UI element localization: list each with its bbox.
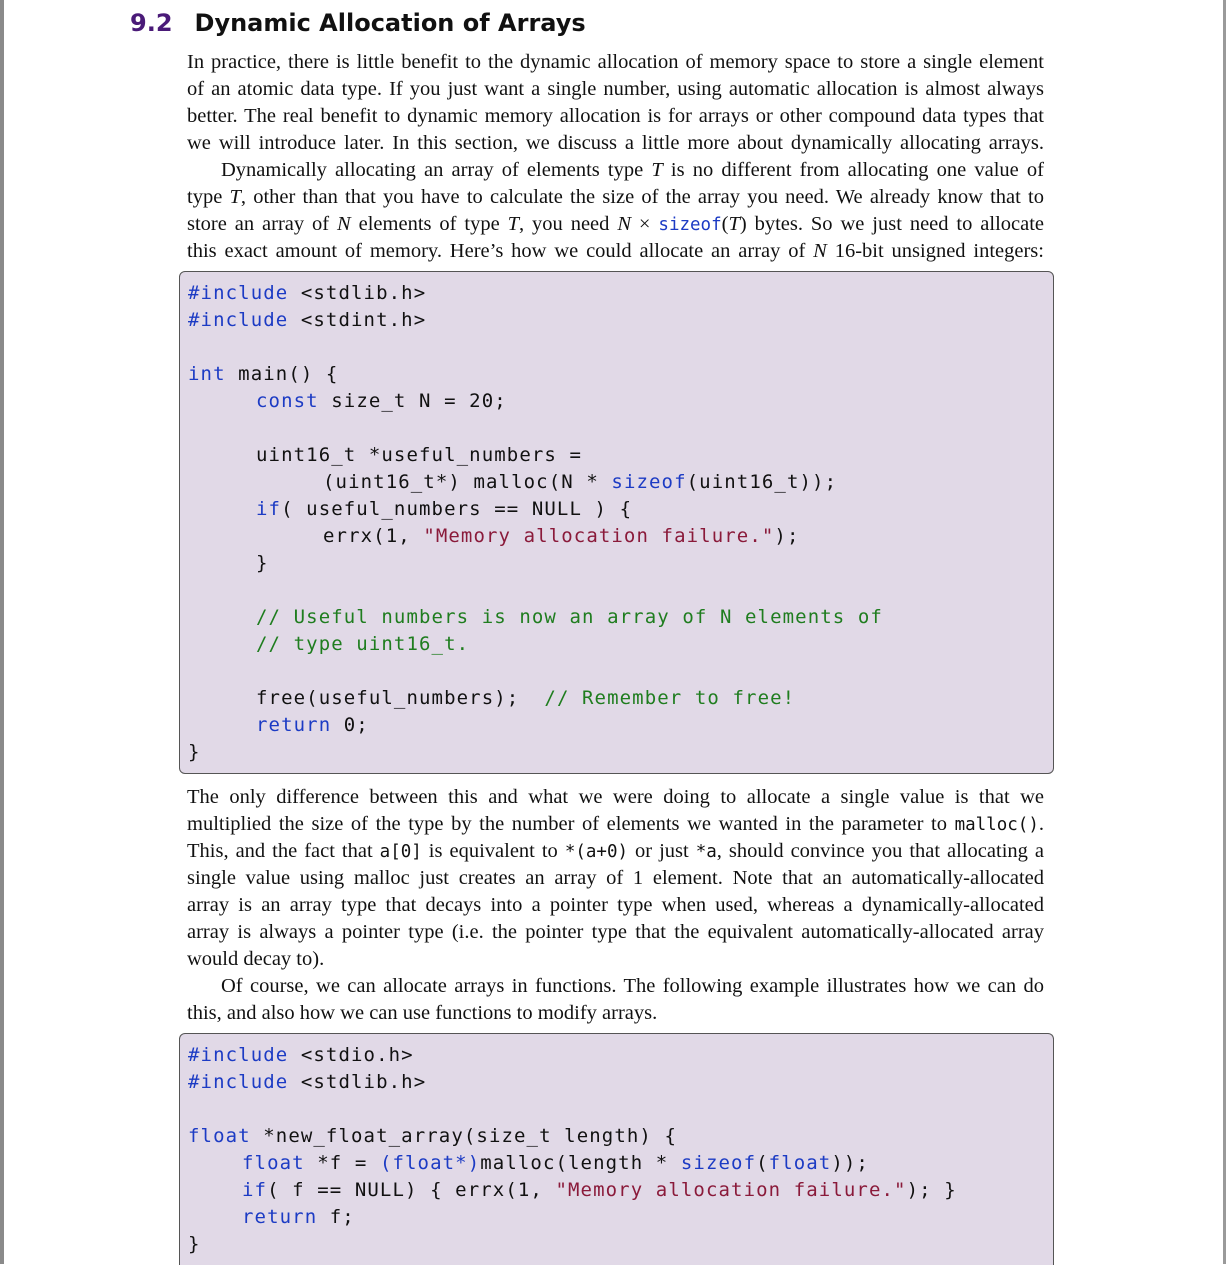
page-left-edge [0, 0, 4, 1264]
text-line: single value using malloc just creates an array of 1 element. Note that an automatically-allocated [187, 867, 1044, 889]
code-line: #include <stdio.h> [188, 1044, 414, 1066]
code-line: uint16_t *useful_numbers = [256, 444, 583, 466]
text-line: of an atomic data type. If you just want a single number, using automatic allocation is almost always [187, 78, 1044, 100]
inline-code: sizeof [658, 215, 722, 235]
code-line: float *new_float_array(size_t length) { [188, 1125, 678, 1147]
inline-code: malloc() [954, 815, 1039, 835]
code-line: return f; [242, 1206, 355, 1228]
text-line: Dynamically allocating an array of elements type T is no different from allocating one value of [221, 159, 1044, 181]
code-line: const size_t N = 20; [256, 390, 507, 412]
code-line: } [256, 552, 269, 574]
section-number: 9.2 [130, 9, 173, 37]
code-line: int main() { [188, 363, 339, 385]
code-line: float *f = (float*)malloc(length * sizeof(float)); [242, 1152, 869, 1174]
code-comment: // Useful numbers is now an array of N elements of [256, 606, 883, 628]
text-line: better. The real benefit to dynamic memory allocation is for arrays or other compound data types that [187, 105, 1044, 127]
code-line: (uint16_t*) malloc(N * sizeof(uint16_t)); [323, 471, 838, 493]
code-listing-2 [179, 1033, 1054, 1265]
paragraph-intro [187, 49, 1044, 157]
code-comment: // type uint16_t. [256, 633, 470, 655]
inline-code: *(a+0) [564, 842, 629, 862]
text-line: multiplied the size of the type by the number of elements we wanted in the parameter to malloc(). [187, 813, 1044, 835]
code-line: if( f == NULL) { errx(1, "Memory allocation failure."); } [242, 1179, 957, 1201]
text-line: array is an array type that decays into a pointer type when used, whereas a dynamically-allocated [187, 894, 1044, 916]
paragraph-difference [187, 784, 1044, 973]
code-listing-1 [179, 271, 1054, 774]
code-line: #include <stdlib.h> [188, 282, 427, 304]
code-line: #include <stdlib.h> [188, 1071, 427, 1093]
code-line: return 0; [256, 714, 369, 736]
text-line: The only difference between this and what we were doing to allocate a single value is that we [187, 786, 1044, 808]
code-line: #include <stdint.h> [188, 309, 427, 331]
paragraph-functions [187, 973, 1044, 1027]
section-heading [130, 6, 586, 40]
code-line: errx(1, "Memory allocation failure."); [323, 525, 800, 547]
code-line: free(useful_numbers); // Remember to free! [256, 687, 796, 709]
text-line: array is always a pointer type (i.e. the pointer type that the equivalent automatically-allocated array [187, 921, 1044, 943]
inline-code: *a [695, 842, 717, 862]
text-line: store an array of N elements of type T, you need N × sizeof(T) bytes. So we just need to allocate [187, 213, 1045, 235]
text-line: this, and also how we can use functions to modify arrays. [187, 1002, 658, 1024]
text-line: we will introduce later. In this section, we discuss a little more about dynamically allocating arrays. [187, 132, 1044, 154]
text-line: would decay to). [187, 948, 325, 970]
section-title: Dynamic Allocation of Arrays [194, 9, 586, 37]
inline-code: a[0] [379, 842, 422, 862]
text-line: This, and the fact that a[0] is equivalent to *(a+0) or just *a, should convince you that allocating a [187, 840, 1044, 862]
text-line: Of course, we can allocate arrays in functions. The following example illustrates how we can do [221, 975, 1044, 997]
text-line: In practice, there is little benefit to the dynamic allocation of memory space to store a single element [187, 51, 1044, 73]
code-line: } [188, 741, 201, 763]
text-line: this exact amount of memory. Here’s how we could allocate an array of N 16-bit unsigned integers: [187, 240, 1044, 262]
paragraph-array-size [187, 157, 1044, 265]
code-line: if( useful_numbers == NULL ) { [256, 498, 633, 520]
code-line: } [188, 1233, 201, 1255]
text-line: type T, other than that you have to calculate the size of the array you need. We already know that to [187, 186, 1044, 208]
